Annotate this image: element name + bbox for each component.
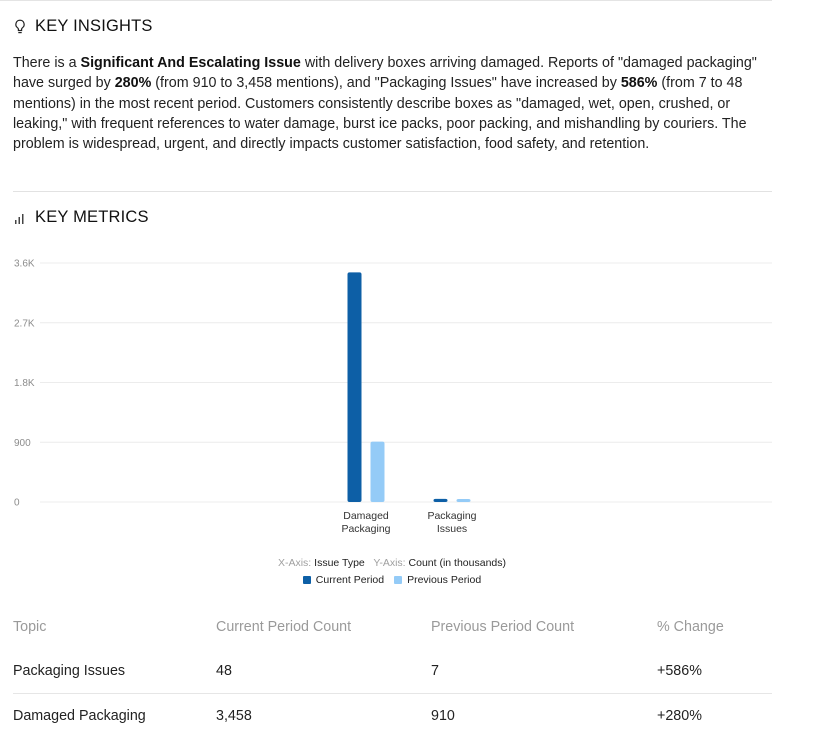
metrics-table [13,605,772,738]
legend-label-current: Current Period [315,574,385,586]
column-header-change[interactable]: % Change [657,619,724,635]
y-axis-label: Count (in thousands) [408,557,507,569]
legend-item-current[interactable] [303,574,384,586]
bar-current [348,272,362,502]
insight-emphasis: Significant And Escalating Issue [80,55,301,71]
insight-emphasis: 586% [620,75,658,92]
insight-text-run: There is a [13,55,81,71]
insight-text-run: (from 910 to 3,458 mentions), and "Packaging Issues" have increased by [151,75,621,92]
table-cell-current: 3,458 [216,694,431,739]
table-cell-previous: 910 [431,694,657,739]
table-row [13,649,772,694]
table-cell-topic: Packaging Issues [13,663,126,679]
y-tick-label: 3.6K [14,258,35,270]
x-axis-key: X-Axis: [277,557,312,569]
legend-swatch-current [303,576,311,584]
table-cell-topic: Damaged Packaging [13,694,216,739]
x-tick-label: Issues [436,523,468,535]
table-cell-previous: 7 [431,663,439,679]
y-tick-label: 900 [14,437,31,449]
bar-previous [457,499,471,502]
table-row [13,694,772,739]
x-tick-label: Packaging [341,523,391,535]
legend-item-previous[interactable] [394,574,481,586]
bar-chart-icon [13,209,27,227]
insight-paragraph [13,53,773,154]
chart-legend [0,574,784,586]
table-cell-change: +586% [657,663,702,679]
column-header-current[interactable]: Current Period Count [216,619,352,635]
x-tick-label: Damaged [343,510,389,522]
top-divider [0,0,772,1]
column-header-topic[interactable]: Topic [13,619,47,635]
insights-title: KEY INSIGHTS [35,17,153,35]
bar-previous [371,442,385,502]
bar-chart [0,250,784,540]
table-cell-current: 48 [216,663,232,679]
legend-swatch-previous [394,576,402,584]
table-cell-change: +280% [657,694,772,739]
y-axis-key: Y-Axis: [373,557,406,569]
lightbulb-icon [13,18,27,36]
legend-label-previous: Previous Period [407,574,482,586]
y-tick-label: 1.8K [14,378,35,389]
metrics-title: KEY METRICS [35,208,149,226]
y-tick-label: 2.7K [14,318,35,330]
metrics-header [13,208,149,227]
x-tick-label: Packaging [427,510,477,522]
axis-caption [0,557,784,569]
column-header-previous[interactable]: Previous Period Count [431,619,575,635]
y-tick-label: 0 [14,497,20,509]
insights-header [13,17,153,36]
table-header-row [13,605,772,649]
section-divider [13,191,772,192]
x-axis-label: Issue Type [314,557,365,569]
insight-emphasis: 280% [114,75,152,92]
insight-text-run: with delivery boxes arriving damaged. Reports of "damaged packaging" have surged by [13,55,757,92]
insight-text-run: (from 7 to 48 mentions) in the most recent period. Customers consistently describe boxes as "damaged, wet, open, crushed, or leaking," with frequent references to water damage, burst ice packs, poor packing, and mishandling by couriers. The problem is widespread, urgent, and directly impacts customer satisfaction, food safety, and retention. [13,75,747,153]
bar-current [434,499,448,502]
